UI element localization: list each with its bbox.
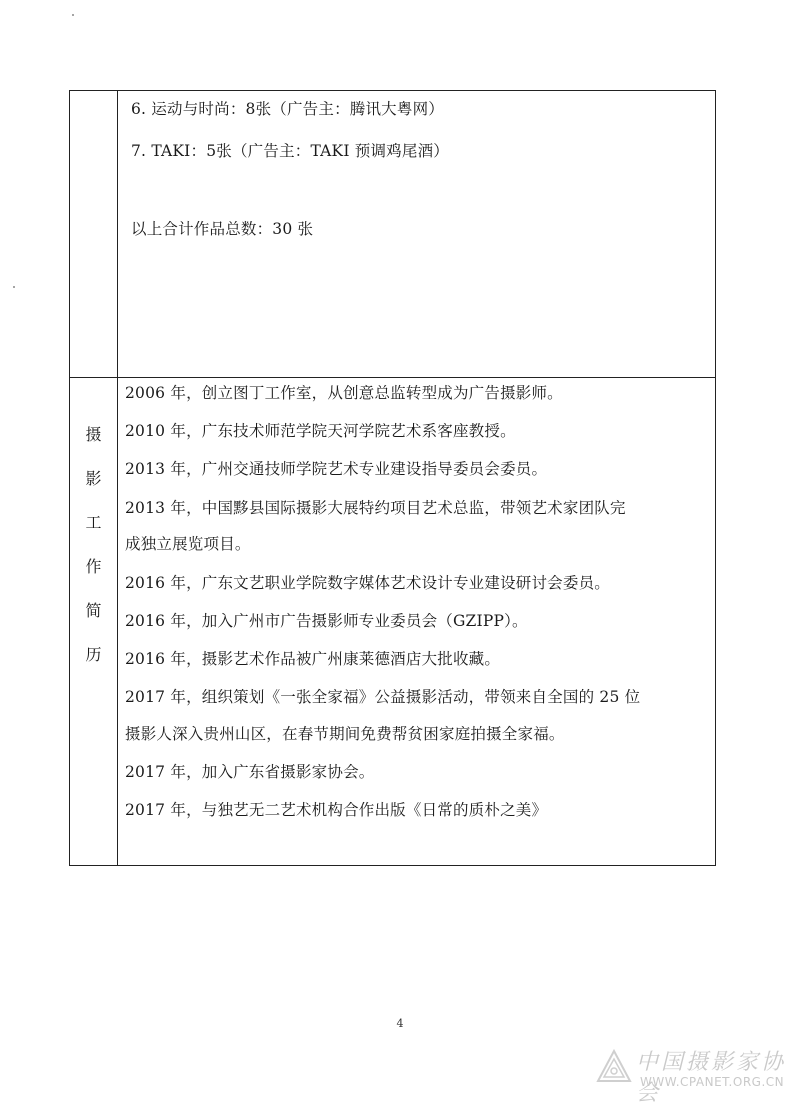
watermark [596,1043,796,1106]
scan-speck [72,14,74,16]
section-label-char: 简 [85,601,102,620]
history-line: 成独立展览项目。 [125,535,251,553]
work-history-cell [125,377,705,865]
history-line: 2017 年，组织策划《一张全家福》公益摄影活动，带领来自全国的 25 位 [125,688,641,706]
section-label-char: 历 [85,645,102,664]
history-line: 2017 年，加入广东省摄影家协会。 [125,763,375,781]
works-summary-cell [131,91,701,377]
works-line: 7. TAKI：5张（广告主：TAKI 预调鸡尾酒） [131,142,449,160]
history-line: 2016 年，广东文艺职业学院数字媒体艺术设计专业建设研讨会委员。 [125,574,610,592]
association-logo-icon [596,1049,632,1085]
watermark-title: 中国摄影家协会 [636,1050,787,1106]
section-label-cell [70,377,117,865]
watermark-url: WWW.CPANET.ORG.CN [640,1075,785,1089]
history-line: 2016 年，加入广州市广告摄影师专业委员会（GZIPP）。 [125,612,528,630]
works-line: 6. 运动与时尚：8张（广告主：腾讯大粤网） [131,100,444,118]
section-label-char: 影 [85,469,102,488]
column-divider [117,91,118,865]
history-line: 2006 年，创立图丁工作室，从创意总监转型成为广告摄影师。 [125,384,563,402]
page-number: 4 [396,1017,404,1030]
section-label-char: 工 [85,513,102,532]
history-line: 摄影人深入贵州山区，在春节期间免费帮贫困家庭拍摄全家福。 [125,725,565,743]
history-line: 2016 年，摄影艺术作品被广州康莱德酒店大批收藏。 [125,650,501,668]
history-line: 2017 年，与独艺无二艺术机构合作出版《日常的质朴之美》 [125,801,548,819]
history-line: 2010 年，广东技术师范学院天河学院艺术系客座教授。 [125,422,516,440]
history-line: 2013 年，广州交通技师学院艺术专业建设指导委员会委员。 [125,460,548,478]
section-label-char: 作 [85,557,102,576]
works-total-line: 以上合计作品总数：30 张 [131,220,314,238]
resume-table [69,90,716,866]
section-label-char: 摄 [85,425,102,444]
history-line: 2013 年，中国黟县国际摄影大展特约项目艺术总监，带领艺术家团队完 [125,499,626,517]
scan-speck [13,286,15,288]
